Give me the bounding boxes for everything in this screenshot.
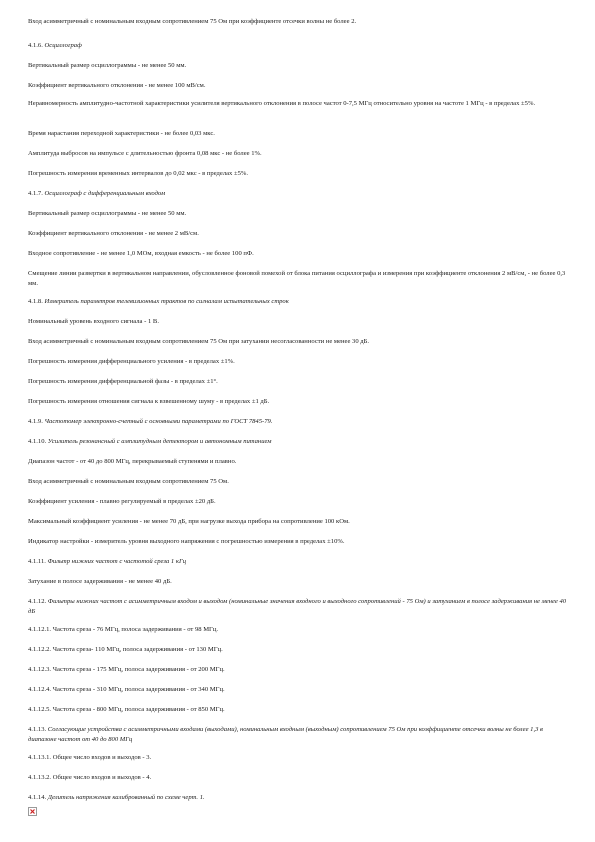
body-paragraph	[28, 537, 568, 547]
section-number: 4.1.12.2.	[28, 646, 52, 653]
paragraph-text: Номинальный уровень входного сигнала - 1 В.	[28, 318, 159, 325]
body-paragraph	[28, 337, 568, 347]
section-number: 4.1.14.	[28, 794, 47, 801]
paragraph-text: Вход асимметричный с номинальным входным сопротивлением 75 Ом при коэффициенте отсечки волны не более 2.	[28, 18, 357, 25]
section-paragraph	[28, 189, 568, 199]
section-number: 4.1.13.1.	[28, 754, 52, 761]
body-paragraph	[28, 497, 568, 507]
section-paragraph	[28, 437, 568, 447]
section-heading: Измеритель параметров телевизионных трактов по сигналам испытательных строк	[44, 298, 289, 305]
section-heading: Согласующие устройства с асимметричными входами (выходами), номинальным входным (выходным) сопротивлением 75 Ом при коэффициенте отсечки волны не более 1,3 в диапазоне частот от 40 до 800 МГц	[28, 726, 543, 743]
paragraph-text: Максимальный коэффициент усиления - не менее 70 дБ, при нагрузке выхода прибора на сопротивление 100 кОм.	[28, 518, 350, 525]
section-paragraph	[28, 417, 568, 427]
paragraph-text: Коэффициент усиления - плавно регулируемый в пределах ±20 дБ.	[28, 498, 216, 505]
section-paragraph	[28, 41, 568, 51]
paragraph-text: Погрешность измерения дифференциальной фазы - в пределах ±1°.	[28, 378, 218, 385]
section-heading: Усилитель резонансный с амплитудным детектором и автономным питанием	[47, 438, 272, 445]
body-paragraph	[28, 377, 568, 387]
section-number: 4.1.12.	[28, 598, 47, 605]
section-number: 4.1.13.2.	[28, 774, 52, 781]
paragraph-text: Индикатор настройки - измеритель уровня выходного напряжения с погрешностью измерения в пределах ±10%.	[28, 538, 345, 545]
body-paragraph	[28, 397, 568, 407]
body-paragraph	[28, 457, 568, 467]
section-paragraph	[28, 625, 568, 635]
section-heading: Частотомер электронно-счетный с основными параметрами по ГОСТ 7845-79.	[44, 418, 273, 425]
section-number: 4.1.9.	[28, 418, 43, 425]
section-number: 4.1.11.	[28, 558, 46, 565]
section-number: 4.1.13.	[28, 726, 47, 733]
broken-image-icon	[28, 807, 37, 816]
section-paragraph	[28, 665, 568, 675]
paragraph-text: Погрешность измерения дифференциального усиления - в пределах ±1%.	[28, 358, 235, 365]
paragraph-text: Вертикальный размер осциллограммы - не менее 50 мм.	[28, 210, 187, 217]
paragraph-text: Частота среза - 800 МГц, полоса задерживания - от 850 МГц.	[52, 706, 225, 713]
paragraph-text: Частота среза - 310 МГц, полоса задерживания - от 340 МГц.	[52, 686, 225, 693]
paragraph-text: Погрешность измерения временных интервалов до 0,02 мкс - в пределах ±5%.	[28, 170, 249, 177]
body-paragraph	[28, 517, 568, 527]
body-paragraph	[28, 169, 568, 179]
paragraph-text: Общее число входов и выходов - 4.	[52, 774, 152, 781]
section-paragraph	[28, 685, 568, 695]
section-heading: Фильтр нижних частот с частотой среза 1 кГц	[47, 558, 186, 565]
paragraph-text: Погрешность измерения отношения сигнала к взвешенному шуму - в пределах ±1 дБ.	[28, 398, 270, 405]
paragraph-text: Общее число входов и выходов - 3.	[52, 754, 152, 761]
paragraph-text: Коэффициент вертикального отклонения - не менее 2 мВ/см.	[28, 230, 199, 237]
paragraph-text: Частота среза - 76 МГц, полоса задерживания - от 98 МГц.	[52, 626, 219, 633]
section-heading: Осциллограф	[44, 42, 82, 49]
section-heading: Осциллограф с дифференциальным входом	[44, 190, 166, 197]
paragraph-text: Вход асимметричный с номинальным входным сопротивлением 75 Ом.	[28, 478, 229, 485]
body-paragraph	[28, 477, 568, 487]
body-paragraph	[28, 209, 568, 219]
paragraph-text: Время нарастания переходной характеристики - не более 0,03 мкс.	[28, 130, 215, 137]
section-heading: Фильтры нижних частот с асимметричным входом и выходом (номинальные значения входного и выходного сопротивлений - 75 Ом) и затуханием в полосе задерживания не менее 40 дБ	[28, 598, 567, 615]
paragraph-text: Входное сопротивление - не менее 1,0 МОм, входная емкость - не более 100 пФ.	[28, 250, 254, 257]
section-number: 4.1.12.4.	[28, 686, 52, 693]
section-paragraph	[28, 725, 568, 745]
section-paragraph	[28, 645, 568, 655]
body-paragraph	[28, 357, 568, 367]
section-paragraph	[28, 773, 568, 783]
body-paragraph	[28, 149, 568, 159]
section-paragraph	[28, 793, 568, 803]
body-paragraph	[28, 317, 568, 327]
section-number: 4.1.6.	[28, 42, 43, 49]
section-number: 4.1.12.5.	[28, 706, 52, 713]
paragraph-text: Диапазон частот - от 40 до 800 МГц, перекрываемый ступенями и плавно.	[28, 458, 237, 465]
section-paragraph	[28, 557, 568, 567]
paragraph-text: Частота среза- 110 МГц, полоса задерживания - от 130 МГц.	[52, 646, 223, 653]
section-paragraph	[28, 297, 568, 307]
paragraph-text: Вход асимметричный с номинальным входным сопротивлением 75 Ом при затухании несогласованности не менее 30 дБ.	[28, 338, 370, 345]
section-heading: Делитель напряжения калиброванный по схеме черт. 1.	[47, 794, 205, 801]
paragraph-text: Неравномерность амплитудно-частотной характеристики усилителя вертикального отклонения в полосе частот 0-7,5 МГц относительно уровня на частоте 1 МГц - в пределах ±5%.	[28, 100, 536, 107]
section-number: 4.1.10.	[28, 438, 47, 445]
paragraph-text: Коэффициент вертикального отклонения - не менее 100 мВ/см.	[28, 82, 206, 89]
paragraph-text: Амплитуда выбросов на импульсе с длительностью фронта 0,08 мкс - не более 1%.	[28, 150, 262, 157]
body-paragraph	[28, 249, 568, 259]
body-paragraph	[28, 17, 568, 27]
body-paragraph	[28, 81, 568, 91]
body-paragraph	[28, 61, 568, 71]
section-number: 4.1.12.3.	[28, 666, 52, 673]
body-paragraph	[28, 129, 568, 139]
section-number: 4.1.7.	[28, 190, 43, 197]
paragraph-text: Вертикальный размер осциллограммы - не менее 50 мм.	[28, 62, 187, 69]
section-paragraph	[28, 705, 568, 715]
section-paragraph	[28, 753, 568, 763]
section-paragraph	[28, 597, 568, 617]
section-number: 4.1.8.	[28, 298, 43, 305]
paragraph-text: Частота среза - 175 МГц, полоса задерживания - от 200 МГц.	[52, 666, 225, 673]
paragraph-text: Смещение линии развертки в вертикальном направлении, обусловленное фоновой помехой от блока питания осциллографа и измерения при коэффициенте отклонения 2 мВ/см, - не более 0,3 мм.	[28, 270, 566, 287]
section-number: 4.1.12.1.	[28, 626, 52, 633]
body-paragraph	[28, 99, 568, 109]
body-paragraph	[28, 269, 568, 289]
body-paragraph	[28, 577, 568, 587]
paragraph-text: Затухание в полосе задерживания - не менее 40 дБ.	[28, 578, 172, 585]
body-paragraph	[28, 229, 568, 239]
